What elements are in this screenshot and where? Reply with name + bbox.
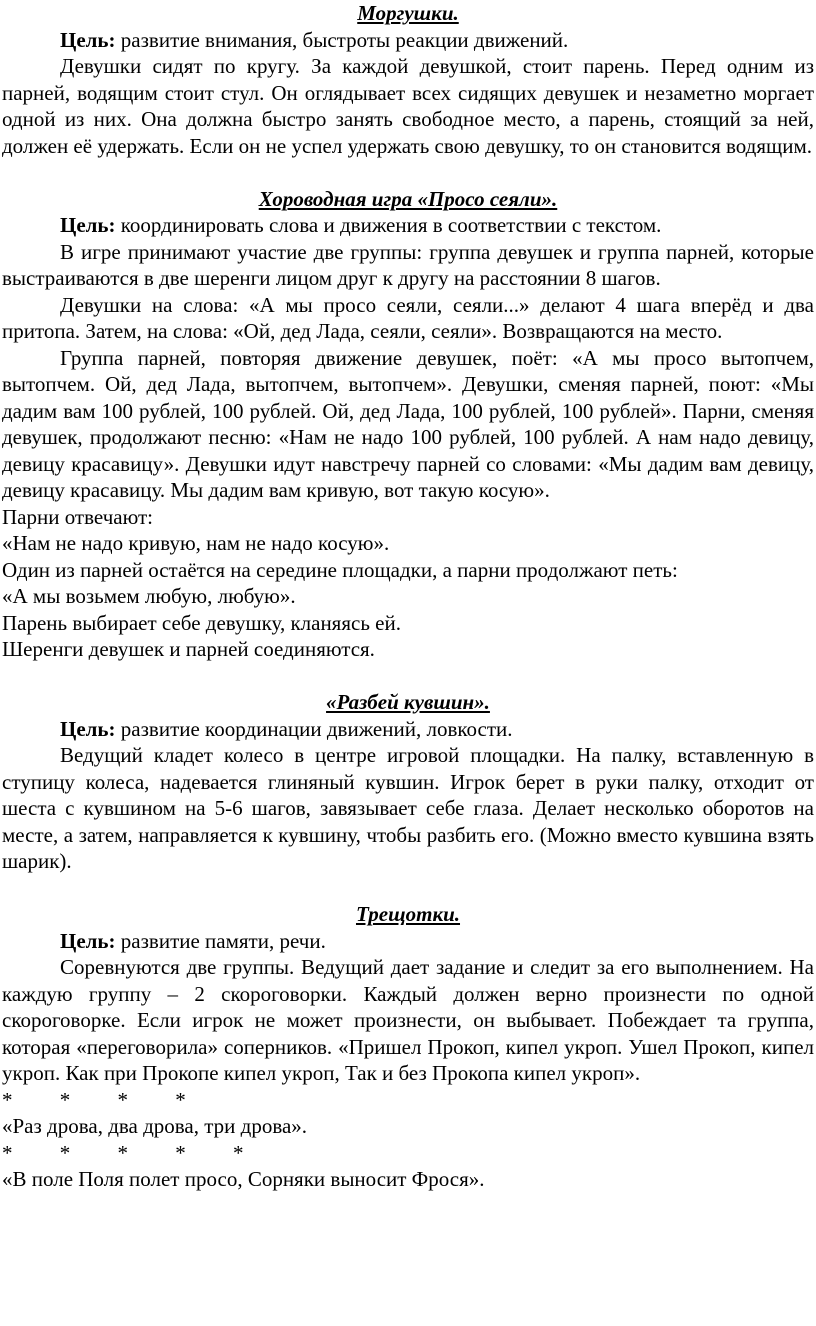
paragraph: Соревнуются две группы. Ведущий дает задание и следит за его выполнением. На каждую группу – 2 скороговорки. Каждый должен верно произнести по одной скороговорке. Если игрок не может произнести, он выбывает. Побеждает та группа, которая «переговорила» соперников. «Пришел Прокоп, кипел укроп. Ушел Прокоп, кипел укроп. Как при Прокопе кипел укроп, Так и без Прокопа кипел укроп». <box>2 955 814 1085</box>
section-title: «Разбей кувшин». <box>326 690 490 714</box>
goal-text: развитие координации движений, ловкости. <box>115 716 513 741</box>
goal-line <box>2 928 814 955</box>
goal-label: Цель: <box>60 213 116 237</box>
goal-text: развитие внимания, быстроты реакции движений. <box>115 27 569 52</box>
paragraph: Девушки сидят по кругу. За каждой девушкой, стоит парень. Перед одним из парней, водящим стоит стул. Он оглядывает всех сидящих девушек и незаметно моргает одной из них. Она должна быстро занять свободное место, а парень, стоящий за ней, должен её удержать. Если он не успел удержать свою девушку, то он становится водящим. <box>2 54 814 158</box>
text-line: Парни отвечают: <box>2 504 154 529</box>
document-page <box>2 0 814 1193</box>
goal-line <box>2 212 814 239</box>
text-line: Парень выбирает себе девушку, кланяясь ей. <box>2 610 401 635</box>
section-title: Хороводная игра «Просо сеяли». <box>258 186 558 211</box>
text-line: Один из парней остаётся на середине площадки, а парни продолжают петь: <box>2 557 678 582</box>
paragraph: В игре принимают участие две группы: группа девушек и группа парней, которые выстраиваются в две шеренги лицом друг к другу на расстоянии 8 шагов. <box>2 239 814 290</box>
paragraph: Девушки на слова: «А мы просо сеяли, сеяли...» делают 4 шага вперёд и два притопа. Затем, на слова: «Ой, дед Лада, сеяли, сеяли». Возвращаются на место. <box>2 292 814 343</box>
paragraph: Группа парней, повторяя движение девушек, поёт: «А мы просо вытопчем, вытопчем. Ой, дед Лада, вытопчем, вытопчем». Девушки, сменяя парней, поют: «Мы дадим вам 100 рублей, 100 рублей. Ой, дед Лада, 100 рублей, 100 рублей». Парни, сменяя девушек, продолжают песню: «Нам не надо 100 рублей, 100 рублей. А нам надо девицу, девицу красавицу». Девушки идут навстречу парней со словами: «Мы дадим вам девицу, девицу красавицу. Мы дадим вам кривую, вот такую косую». <box>2 345 814 502</box>
goal-line <box>2 716 814 743</box>
tongue-twister: «Раз дрова, два дрова, три дрова». <box>2 1114 308 1138</box>
asterisk-separator: * * * * * <box>2 1140 244 1165</box>
goal-text: координировать слова и движения в соответствии с текстом. <box>115 213 662 237</box>
goal-label: Цель: <box>60 27 116 52</box>
text-line: Шеренги девушек и парней соединяются. <box>2 637 375 661</box>
goal-text: развитие памяти, речи. <box>115 928 326 953</box>
text-line: «Нам не надо кривую, нам не надо косую». <box>2 531 390 555</box>
goal-label: Цель: <box>60 716 116 741</box>
goal-line <box>2 27 814 54</box>
section-title: Моргушки. <box>357 1 459 25</box>
section-title: Трещотки. <box>355 902 461 926</box>
asterisk-separator: * * * * <box>2 1087 186 1112</box>
text-line: «А мы возьмем любую, любую». <box>2 584 296 608</box>
tongue-twister: «В поле Поля полет просо, Сорняки выносит Фрося». <box>2 1167 485 1191</box>
goal-label: Цель: <box>60 928 116 953</box>
paragraph: Ведущий кладет колесо в центре игровой площадки. На палку, вставленную в ступицу колеса, надевается глиняный кувшин. Игрок берет в руки палку, отходит от шеста с кувшином на 5-6 шагов, завязывает себе глаза. Делает несколько оборотов на месте, а затем, направляется к кувшину, чтобы разбить его. (Можно вместо кувшина взять шарик). <box>2 743 814 873</box>
